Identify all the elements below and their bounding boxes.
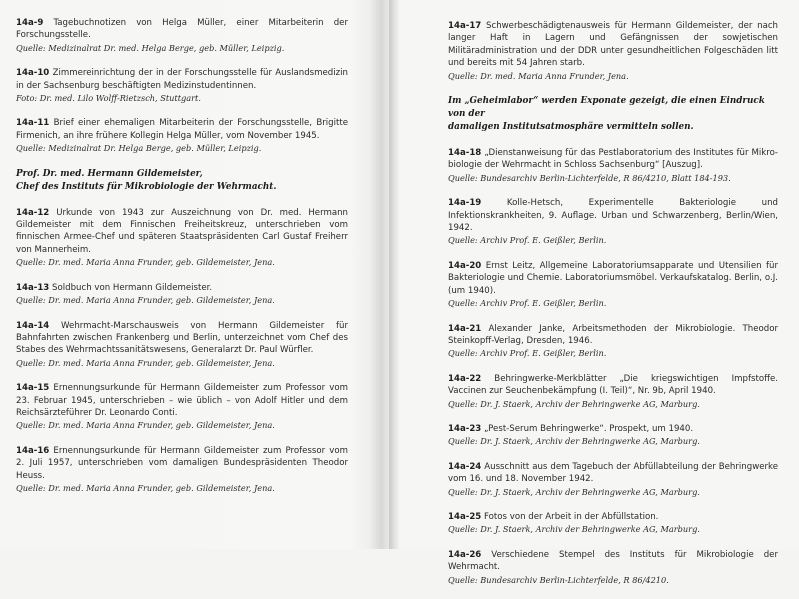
entry-source: Quelle: Archiv Prof. E. Geißler, Berlin. (448, 235, 607, 246)
left-column (16, 17, 348, 507)
entry-source: Quelle: Dr. med. Maria Anna Frunder, Jena. (448, 70, 629, 81)
entry-description: Behringwerke-Merkblätter „Die kriegswichtigen Impfstoffe. Vaccinen zur Seuchenbekämpfung (I. Teil)“, Nr. 9b, April 1940. (448, 373, 779, 397)
entry-description: Kolle-Hetsch, Experimentelle Bakteriologie und Infektionskrankheiten, 9. Auflage. Urban und Schwarzenberg, Berlin/Wien, 1942. (448, 198, 778, 234)
entry-description: Ernst Leitz, Allgemeine Laboratoriumsapparate und Utensilien für Bakteriologie und Chemie. Laboratoriumsmöbel. Verkaufskatalog. Berlin, o.J. (um 1940). (448, 260, 778, 296)
entry-number: 14a-24 (448, 461, 482, 472)
entry-description: „Pest-Serum Behringwerke“. Prospekt, um 1940. (484, 423, 694, 434)
entry-number: 14a-16 (16, 445, 50, 456)
entry-source: Quelle: Dr. med. Maria Anna Frunder, geb. Gildemeister, Jena. (16, 257, 275, 268)
heading-line-2: damaligen Institutsatmosphäre vermitteln sollen. (448, 122, 694, 133)
catalog-entry (16, 117, 348, 154)
entry-description: Urkunde von 1943 zur Auszeichnung von Dr. med. Hermann Gildemeister mit dem Finnischen Freiheitskreuz, unterschrieben vom finnischen Armee-Chef und späteren Staatspräsidenten Carl Gustaf Freiherr von Mannerheim. (16, 207, 349, 255)
entry-source: Quelle: Dr. med. Maria Anna Frunder, geb. Gildemeister, Jena. (16, 357, 275, 368)
entry-description: Schwerbeschädigtenausweis für Hermann Gildemeister, der nach langer Haft in Lagern und Gefängnissen der sowjetischen Militäradministration und der DDR unter gesundheitlichen Folgeschäden litt und bereits mit 54 Jahren starb. (448, 21, 779, 69)
entry-source: Quelle: Dr. med. Maria Anna Frunder, geb. Gildemeister, Jena. (16, 482, 275, 493)
entry-source: Quelle: Archiv Prof. E. Geißler, Berlin. (448, 298, 607, 309)
entry-source: Quelle: Dr. med. Maria Anna Frunder, geb. Gildemeister, Jena. (16, 295, 275, 306)
entry-number: 14a-23 (448, 423, 482, 434)
entry-source: Quelle: Dr. J. Staerk, Archiv der Behringwerke AG, Marburg. (448, 486, 700, 497)
entry-description: Tagebuchnotizen von Helga Müller, einer Mitarbeiterin der Forschungsstelle. (16, 18, 349, 41)
catalog-entry (448, 461, 778, 498)
catalog-entry (448, 323, 778, 360)
right-column (448, 20, 778, 599)
catalog-entry (16, 445, 348, 495)
entry-description: Fotos von der Arbeit in der Abfüllstation. (484, 511, 659, 522)
entry-description: Zimmereinrichtung der in der Forschungsstelle für Auslandsmedizin in der Sachsenburg beschäftigten Medizinstudentinnen. (16, 68, 348, 91)
entry-number: 14a-10 (16, 68, 50, 79)
entry-number: 14a-9 (16, 18, 44, 28)
entry-source: Quelle: Medizinalrat Dr. med. Helga Berge, geb. Müller, Leipzig. (16, 42, 285, 53)
entry-source: Quelle: Dr. J. Staerk, Archiv der Behringwerke AG, Marburg. (448, 436, 700, 447)
entry-description: Ernennungsurkunde für Hermann Gildemeister zum Professor vom 23. Februar 1945, unterschrieben – wie üblich – von Adolf Hitler und dem Reichsärzteführer Dr. Leonardo Conti. (16, 383, 348, 418)
catalog-entry (16, 17, 348, 54)
entry-number: 14a-13 (16, 282, 50, 293)
entry-number: 14a-15 (16, 383, 50, 394)
entry-number: 14a-12 (16, 207, 50, 218)
catalog-entry (16, 207, 348, 269)
entry-number: 14a-26 (448, 549, 482, 560)
entry-source: Quelle: Bundesarchiv Berlin-Lichterfelde, R 86/4210, Blatt 184-193. (448, 172, 731, 183)
heading-line-2: Chef des Instituts für Mikrobiologie der Wehrmacht. (16, 181, 277, 192)
heading-line-1: Im „Geheimlabor“ werden Exponate gezeigt, die einen Eindruck von der (448, 96, 765, 120)
catalog-entry (448, 260, 778, 310)
right-page (399, 0, 799, 585)
entry-description: Soldbuch von Hermann Gildemeister. (52, 282, 213, 293)
entry-source: Quelle: Bundesarchiv Berlin-Lichterfelde, R 86/4210. (448, 574, 669, 585)
catalog-entry (16, 382, 348, 432)
section-heading-geheimlabor (448, 95, 778, 134)
entry-number: 14a-25 (448, 511, 482, 522)
catalog-entry (448, 373, 778, 410)
entry-source: Quelle: Archiv Prof. E. Geißler, Berlin. (448, 348, 607, 359)
catalog-entry (16, 282, 348, 307)
entry-number: 14a-18 (448, 148, 482, 159)
entry-description: Wehrmacht-Marschausweis von Hermann Gildemeister für Bahnfahrten zwischen Frankenberg und Berlin, unterzeichnet vom Chef des Stabes des Wehrmachtssanitätswesens, Generalarzt Dr. Paul Würfler. (16, 320, 348, 356)
entry-source: Quelle: Dr. J. Staerk, Archiv der Behringwerke AG, Marburg. (448, 524, 700, 535)
catalog-entry (16, 67, 348, 104)
entry-source: Foto: Dr. med. Lilo Wolff-Rietzsch, Stuttgart. (16, 93, 201, 104)
catalog-entry (448, 197, 778, 247)
entry-description: Ernennungsurkunde für Hermann Gildemeister zum Professor vom 2. Juli 1957, unterschrieben vom damaligen Bundespräsidenten Theodor Heuss. (16, 445, 348, 481)
entry-number: 14a-14 (16, 320, 50, 331)
catalog-entry (448, 20, 778, 82)
entry-description: Verschiedene Stempel des Instituts für Mikrobiologie der Wehrmacht. (448, 549, 778, 573)
left-page (0, 0, 389, 549)
catalog-entry (16, 320, 348, 370)
entry-number: 14a-21 (448, 323, 482, 334)
entry-description: Ausschnitt aus dem Tagebuch der Abfüllabteilung der Behringwerke vom 16. und 18. November 1942. (448, 461, 779, 485)
entry-description: „Dienstanweisung für das Pestlaboratorium des Institutes für Mikrobiologie der Wehrmacht in Schloss Sachsenburg“ [Auszug]. (448, 148, 778, 171)
entry-description: Alexander Janke, Arbeitsmethoden der Mikrobiologie. Theodor Steinkopff-Verlag, Dresden, 1946. (448, 323, 778, 346)
catalog-entry (448, 549, 778, 586)
section-heading-gildemeister (16, 168, 348, 194)
catalog-entry (448, 511, 778, 536)
catalog-entry (448, 147, 778, 184)
entry-source: Quelle: Dr. med. Maria Anna Frunder, geb. Gildemeister, Jena. (16, 420, 275, 431)
book-gutter (389, 0, 399, 549)
catalog-entry (448, 423, 778, 448)
entry-source: Quelle: Medizinalrat Dr. Helga Berge, geb. Müller, Leipzig. (16, 143, 262, 154)
entry-number: 14a-22 (448, 373, 482, 384)
entry-number: 14a-20 (448, 260, 482, 271)
entry-number: 14a-11 (16, 118, 50, 129)
entry-description: Brief einer ehemaligen Mitarbeiterin der Forschungsstelle, Brigitte Firmenich, an ihre frühere Kollegin Helga Müller, vom November 1945. (16, 118, 349, 141)
entry-number: 14a-17 (448, 21, 482, 31)
entry-source: Quelle: Dr. J. Staerk, Archiv der Behringwerke AG, Marburg. (448, 398, 700, 409)
heading-line-1: Prof. Dr. med. Hermann Gildemeister, (16, 168, 203, 179)
entry-number: 14a-19 (448, 198, 482, 209)
